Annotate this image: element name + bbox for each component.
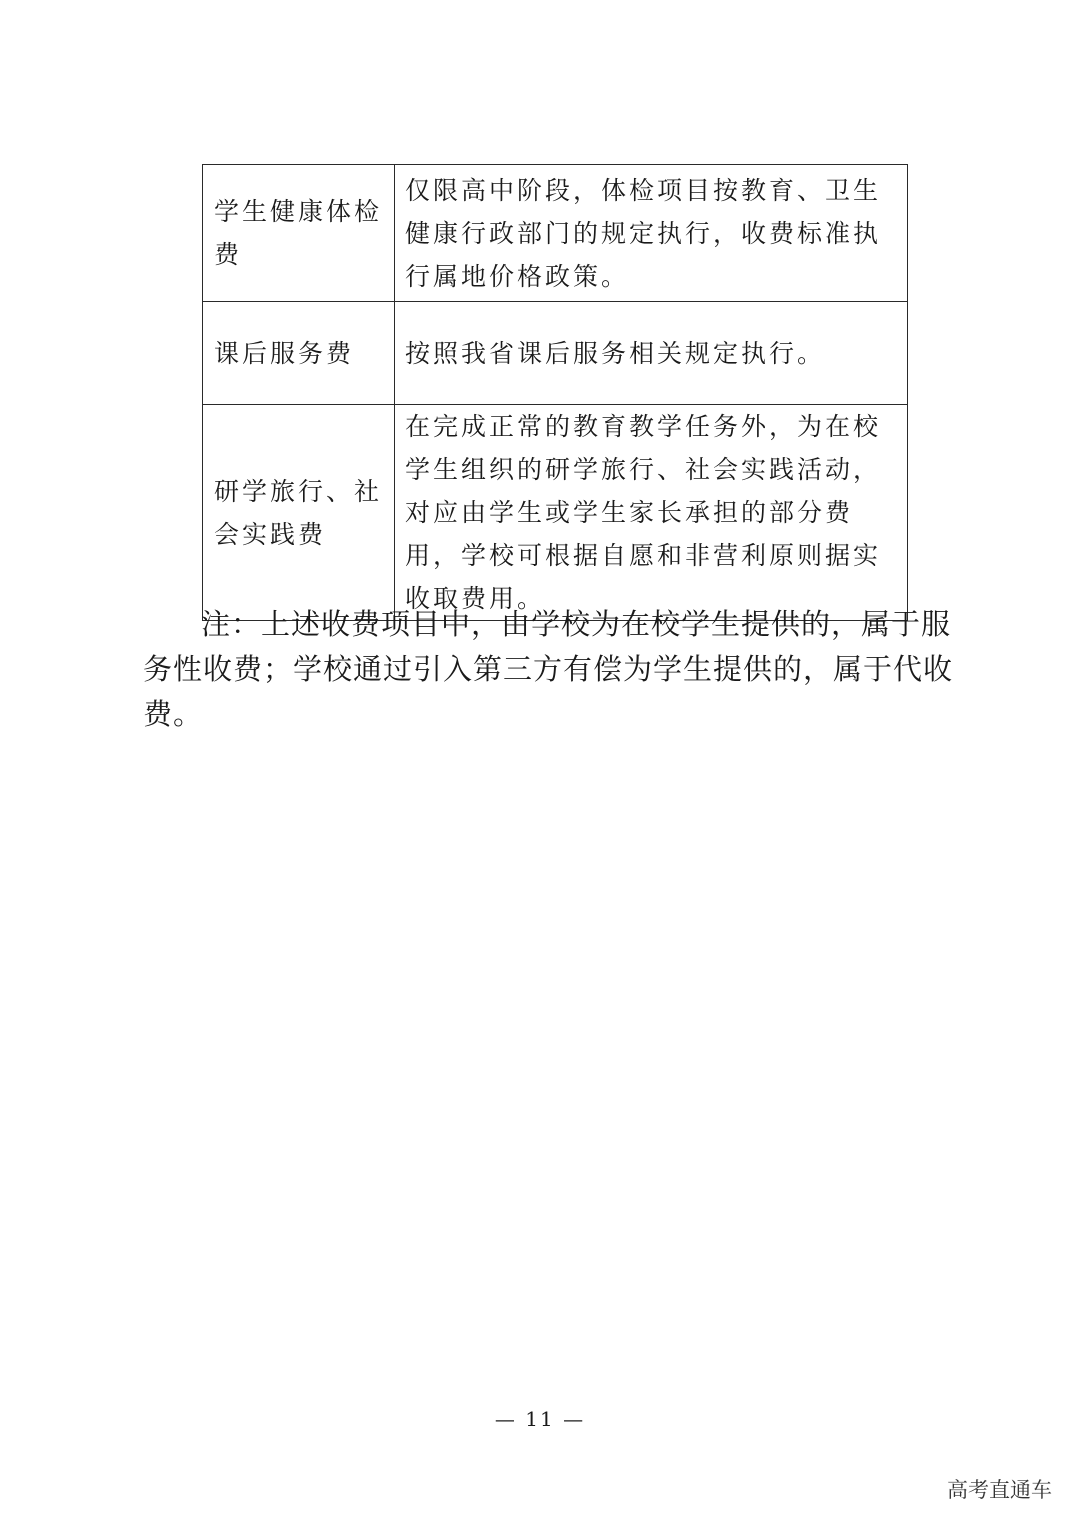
page-number: — 11 —: [494, 1407, 586, 1431]
fee-item-name: 学生健康体检费: [203, 165, 395, 302]
table-row: [203, 405, 908, 621]
fee-item-description: 按照我省课后服务相关规定执行。: [395, 302, 908, 405]
table-row: [203, 302, 908, 405]
fee-item-name: 研学旅行、社会实践费: [203, 405, 395, 621]
note-paragraph: 注：上述收费项目中，由学校为在校学生提供的，属于服务性收费；学校通过引入第三方有偿为学生提供的，属于代收费。: [143, 607, 954, 731]
fee-item-name: 课后服务费: [203, 302, 395, 405]
fee-table: [202, 164, 908, 621]
fee-item-description: 仅限高中阶段，体检项目按教育、卫生健康行政部门的规定执行，收费标准执行属地价格政策。: [395, 165, 908, 302]
table-row: [203, 165, 908, 302]
fee-item-description: 在完成正常的教育教学任务外，为在校学生组织的研学旅行、社会实践活动，对应由学生或学生家长承担的部分费用，学校可根据自愿和非营利原则据实收取费用。: [395, 405, 908, 621]
watermark: 高考直通车: [947, 1478, 1052, 1502]
